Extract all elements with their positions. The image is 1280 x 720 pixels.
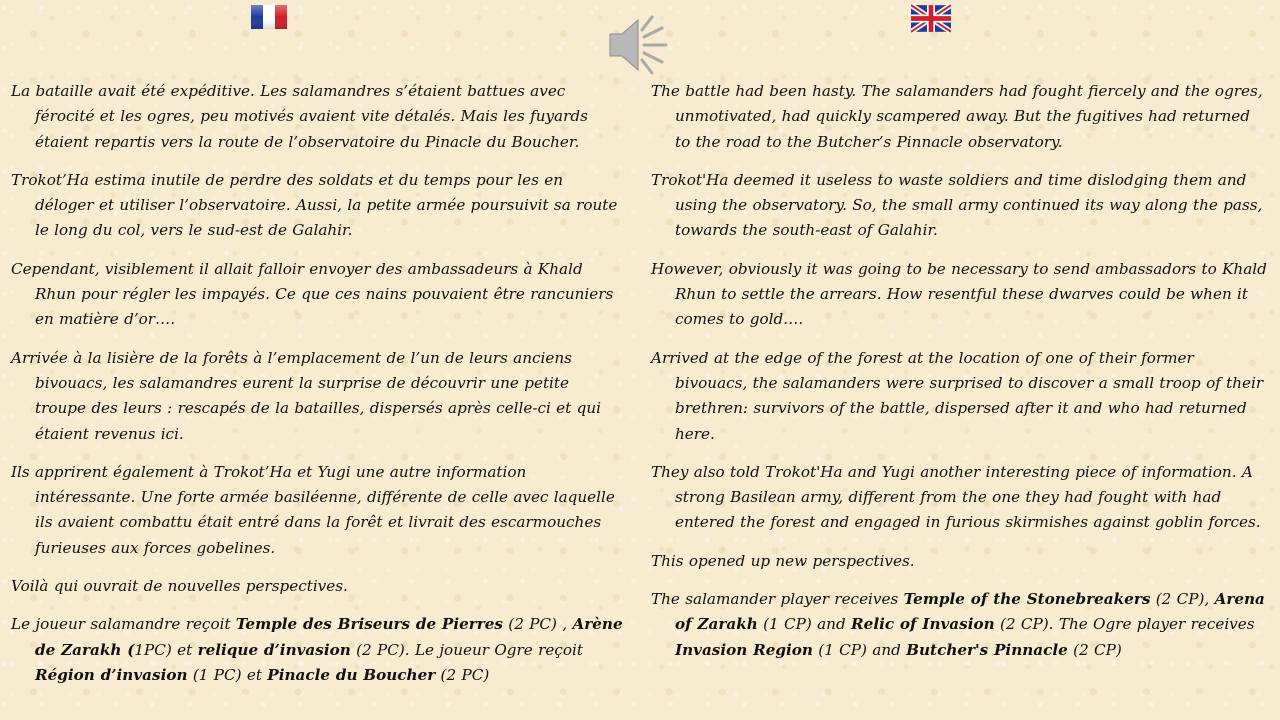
french-flag-icon — [251, 4, 287, 30]
en-rewards-text: (1 CP) and — [812, 640, 907, 659]
en-reward-name: Arena of Zarakh — [675, 590, 1265, 634]
english-text-column — [651, 79, 1267, 676]
french-text-column — [11, 79, 625, 701]
fr-paragraph-1: La bataille avait été expéditive. Les salamandres s’étaient battues avec férocité et les ogres, peu motivés avaient vite détalés. Mais les fuyards étaient repartis vers la route de l’observatoire du Pinacle du Boucher. — [11, 82, 588, 151]
fr-paragraph-6: Voilà qui ouvrait de nouvelles perspectives. — [11, 577, 348, 596]
fr-rewards-paragraph — [11, 612, 625, 688]
fr-paragraph-3: Cependant, visiblement il allait falloir envoyer des ambassadeurs à Khald Rhun pour régler les impayés. Ce que ces nains pouvaient être rancuniers en matière d’or…. — [11, 259, 614, 329]
en-paragraph-4: Arrived at the edge of the forest at the location of one of their former bivouacs, the salamanders were surprised to discover a small troop of their brethren: survivors of the battle, dispersed after it and who had returned here. — [651, 348, 1264, 443]
fr-paragraph-2: Trokot’Ha estima inutile de perdre des soldats et du temps pour les en déloger et utiliser l’observatoire. Aussi, la petite armée poursuivit sa route le long du col, vers le sud-est de Galahir. — [11, 170, 618, 240]
fr-reward-name: Pinacle du Boucher — [267, 665, 436, 684]
fr-reward-name: Temple des Briseurs de Pierres — [235, 615, 503, 634]
en-rewards-text: (1 CP) and — [757, 615, 852, 634]
fr-rewards-text: (2 PC) — [435, 665, 490, 684]
uk-flag-icon — [911, 4, 951, 33]
en-rewards-text: (2 CP), — [1150, 590, 1215, 609]
fr-reward-name: Arène de Zarakh ( — [35, 615, 623, 659]
en-paragraph-2: Trokot'Ha deemed it useless to waste soldiers and time dislodging them and using the observatory. So, the small army continued its way along the pass, towards the south-east of Galahir. — [651, 170, 1263, 240]
en-reward-name: Temple of the Stonebreakers — [903, 590, 1151, 609]
speaker-muted-icon[interactable] — [606, 14, 672, 76]
en-paragraph-6: This opened up new perspectives. — [651, 551, 915, 570]
fr-rewards-text: (2 PC). Le joueur Ogre reçoit — [350, 640, 583, 659]
fr-paragraph-5: Ils apprirent également à Trokot’Ha et Yugi une autre information intéressante. Une forte armée basiléenne, différente de celle avec laquelle ils avaient combattu était entré dans la forêt et livrait des escarmouches furieuses aux forces gobelines. — [11, 462, 615, 557]
en-paragraph-5: They also told Trokot'Ha and Yugi another interesting piece of information. A strong Basilean army, different from the one they had fought with had entered the forest and engaged in furious skirmishes against goblin forces. — [651, 462, 1261, 532]
en-paragraph-1: The battle had been hasty. The salamanders had fought fiercely and the ogres, unmotivated, had quickly scampered away. But the fugitives had returned to the road to the Butcher’s Pinnacle observatory. — [651, 82, 1263, 151]
en-rewards-text: The salamander player receives — [651, 590, 904, 609]
fr-rewards-text: 1PC) et — [134, 640, 198, 659]
fr-reward-name: relique d’invasion — [197, 640, 351, 659]
en-rewards-paragraph — [651, 587, 1267, 663]
en-rewards-text: (2 CP). The Ogre player receives — [994, 615, 1255, 634]
fr-paragraph-4: Arrivée à la lisière de la forêts à l’emplacement de l’un de leurs anciens bivouacs, les salamandres eurent la surprise de découvrir une petite troupe des leurs : rescapés de la batailles, dispersés après celle-ci et qui étaient revenus ici. — [11, 348, 601, 443]
en-reward-name: Relic of Invasion — [851, 615, 995, 634]
fr-rewards-text: Le joueur salamandre reçoit — [11, 615, 236, 634]
en-rewards-text: (2 CP) — [1067, 640, 1122, 659]
en-paragraph-3: However, obviously it was going to be necessary to send ambassadors to Khald Rhun to settle the arrears. How resentful these dwarves could be when it comes to gold…. — [651, 259, 1267, 329]
fr-reward-name: Région d’invasion — [35, 665, 188, 684]
fr-rewards-text: (2 PC) , — [502, 615, 573, 634]
fr-rewards-text: (1 PC) et — [187, 665, 268, 684]
en-reward-name: Butcher's Pinnacle — [906, 640, 1068, 659]
en-reward-name: Invasion Region — [675, 640, 813, 659]
